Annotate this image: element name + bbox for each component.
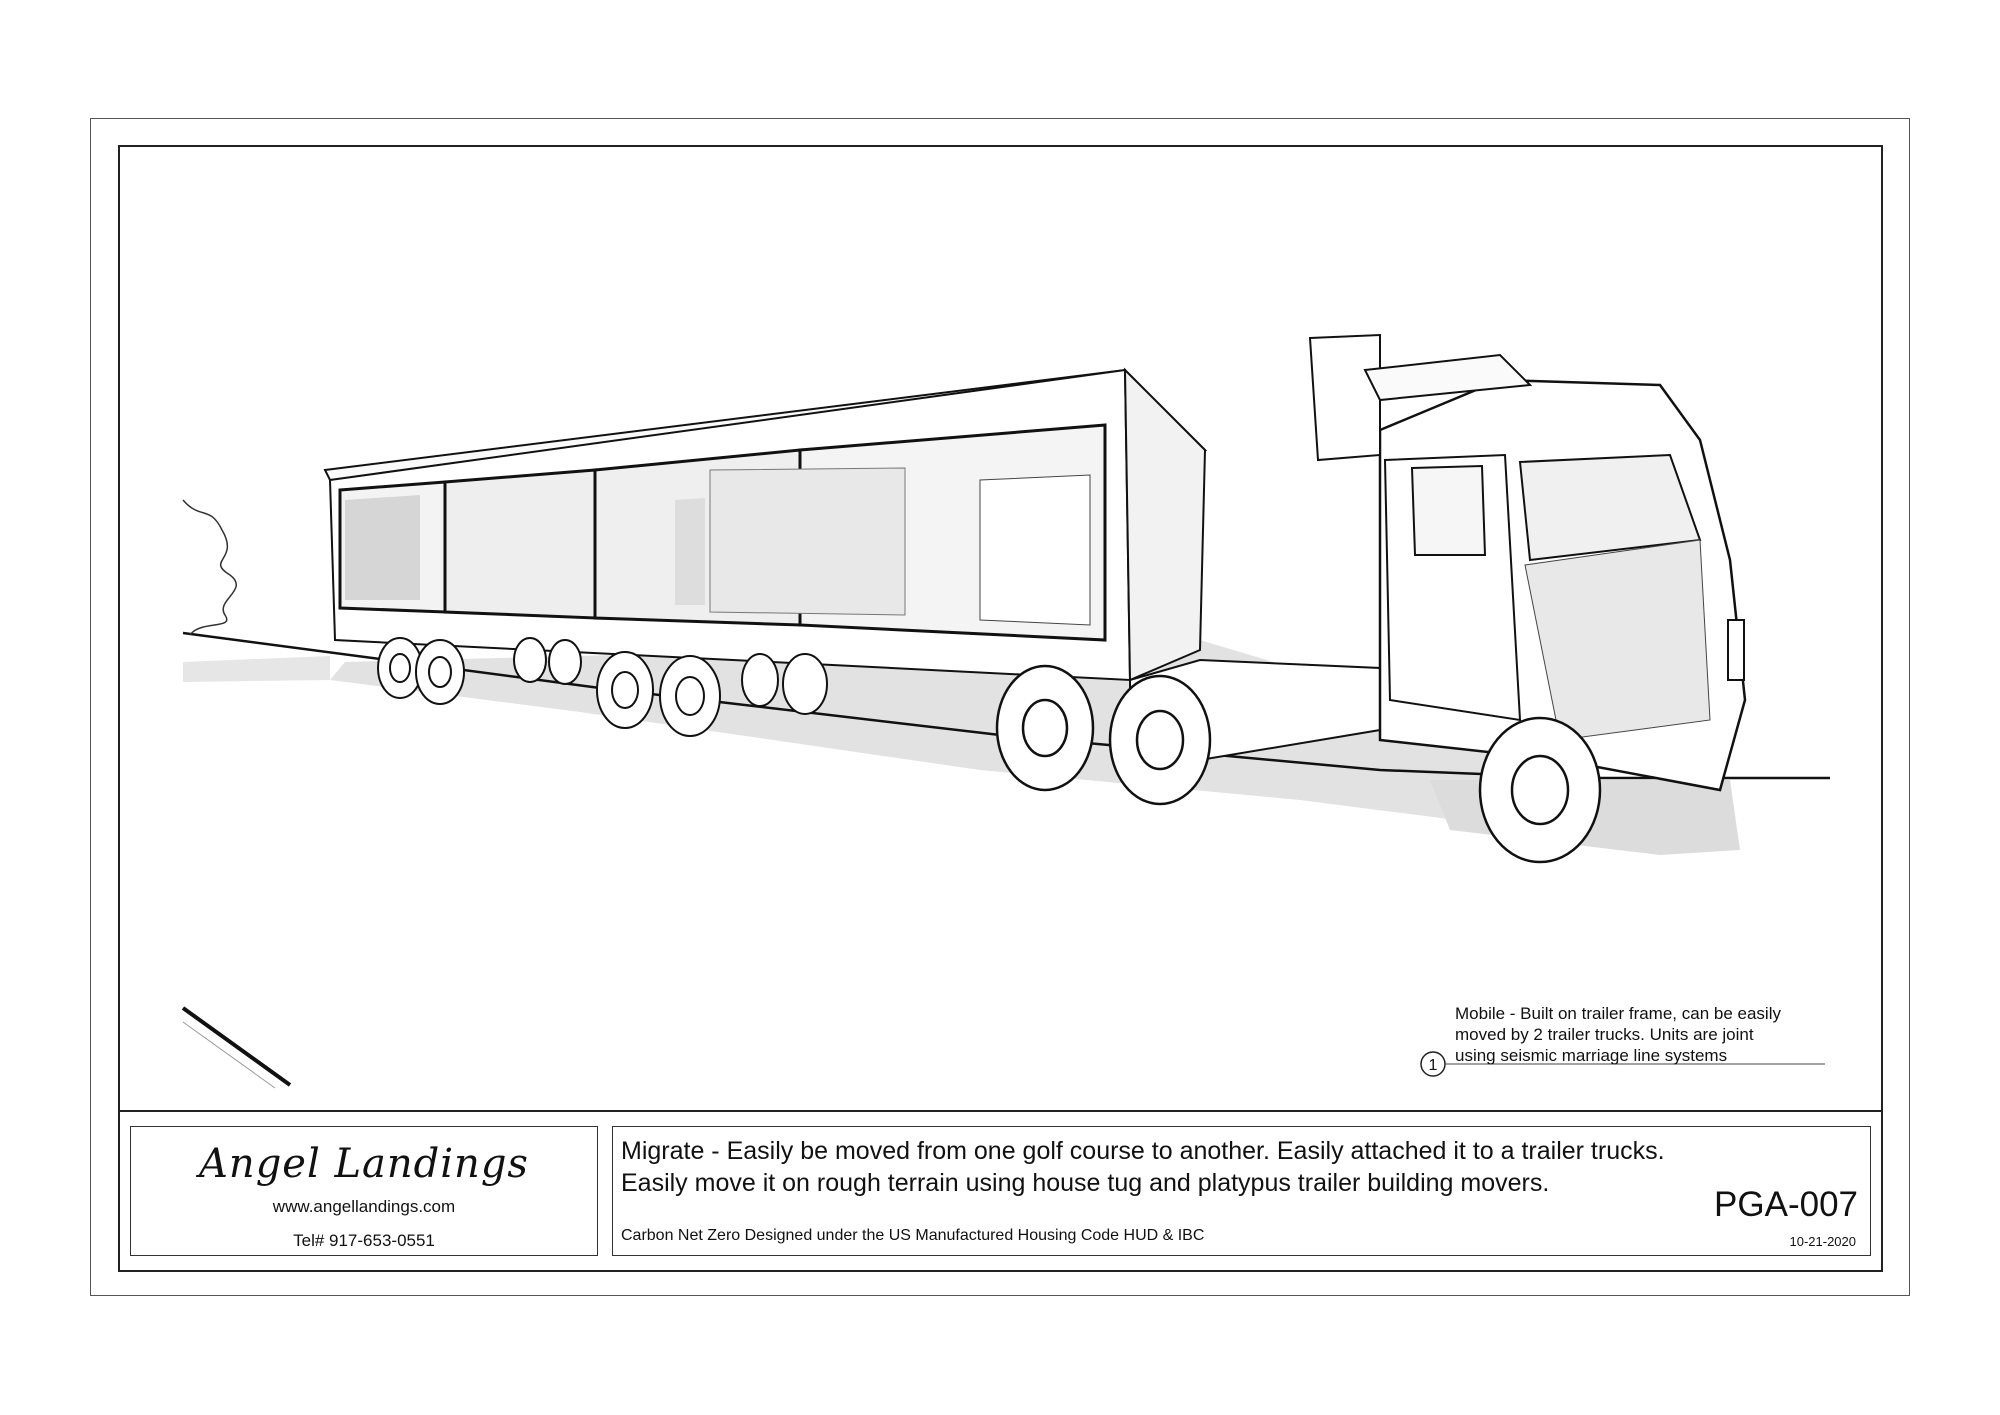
shrub-outline: [183, 500, 236, 635]
note-line: using seismic marriage line systems: [1455, 1046, 1728, 1065]
code-compliance-text: Carbon Net Zero Designed under the US Manufactured Housing Code HUD & IBC: [621, 1227, 1205, 1244]
note-line: Mobile - Built on trailer frame, can be easily: [1455, 1004, 1781, 1023]
note-line: moved by 2 trailer trucks. Units are joint: [1455, 1025, 1754, 1044]
company-logo: Angel Landings: [199, 1141, 529, 1187]
ground-shadow-left: [183, 656, 330, 682]
sheet-number: PGA-007: [1714, 1185, 1858, 1224]
cab-side-window: [1412, 466, 1485, 555]
description-panel: [612, 1126, 1871, 1256]
logo-panel: [130, 1126, 598, 1256]
cab-roof-spoiler: [1310, 335, 1380, 460]
company-website: www.angellandings.com: [272, 1197, 456, 1216]
sheet-date: 10-21-2020: [1789, 1234, 1856, 1249]
description-line-2: Easily move it on rough terrain using house tug and platypus trailer building movers.: [621, 1169, 1550, 1197]
drawing-note: [1455, 1003, 1835, 1066]
company-phone: Tel# 917-653-0551: [293, 1231, 435, 1250]
title-block-divider: [118, 1110, 1883, 1112]
callout-number: 1: [1428, 1057, 1438, 1074]
description-line-1: Migrate - Easily be moved from one golf course to another. Easily attached it to a trailer trucks.: [621, 1137, 1665, 1165]
trailer-window-2: [445, 470, 595, 618]
foreground-edge: [183, 1008, 290, 1085]
cab-mirror: [1728, 620, 1744, 680]
trailer-side-end: [1125, 370, 1205, 680]
